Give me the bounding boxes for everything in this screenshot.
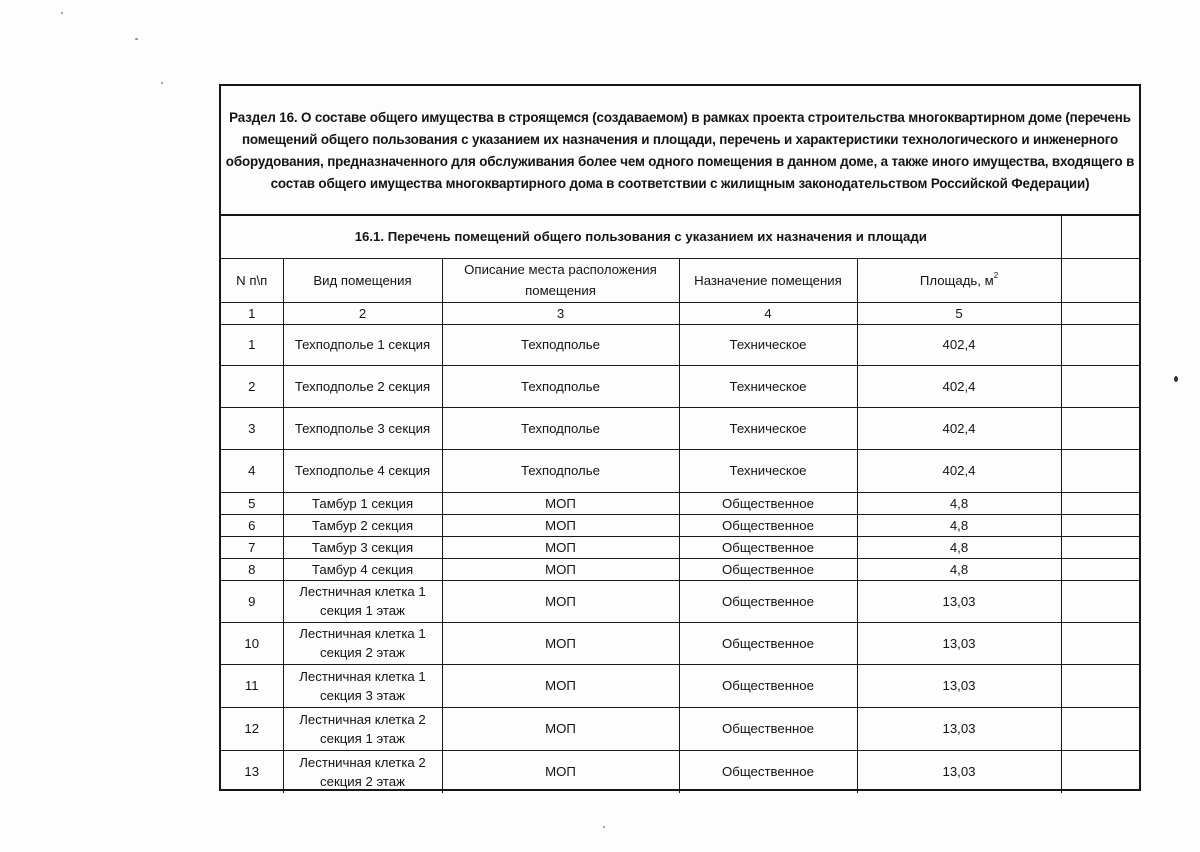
- room-type: Техподполье 2 секция: [283, 365, 442, 407]
- room-purpose: Общественное: [679, 750, 857, 793]
- area-unit-superscript: 2: [993, 271, 999, 281]
- empty-cell: [1061, 216, 1139, 258]
- room-area: 13,03: [857, 622, 1061, 664]
- empty-cell: [1061, 514, 1139, 536]
- row-number: 10: [221, 622, 283, 664]
- empty-cell: [1061, 324, 1139, 365]
- room-type: Техподполье 1 секция: [283, 324, 442, 365]
- location-description: МОП: [442, 664, 679, 707]
- location-description: МОП: [442, 492, 679, 514]
- room-type: Тамбур 4 секция: [283, 558, 442, 580]
- room-area: 13,03: [857, 707, 1061, 750]
- location-description: МОП: [442, 707, 679, 750]
- room-purpose: Общественное: [679, 558, 857, 580]
- room-purpose: Общественное: [679, 536, 857, 558]
- row-number: 11: [221, 664, 283, 707]
- column-header-location: Описание места расположения помещения: [442, 258, 679, 302]
- column-header-area: [857, 258, 1061, 302]
- row-number: 1: [221, 324, 283, 365]
- column-number-row: [221, 302, 1139, 324]
- column-header-purpose: Назначение помещения: [679, 258, 857, 302]
- room-area: 13,03: [857, 580, 1061, 622]
- room-purpose: Общественное: [679, 622, 857, 664]
- empty-cell: [1061, 302, 1139, 324]
- room-area: 4,8: [857, 558, 1061, 580]
- scan-speck: [603, 826, 605, 828]
- empty-cell: [1061, 407, 1139, 449]
- location-description: Техподполье: [442, 407, 679, 449]
- table-row: [221, 536, 1139, 558]
- room-area: 4,8: [857, 514, 1061, 536]
- room-type: Тамбур 3 секция: [283, 536, 442, 558]
- column-number: 2: [283, 302, 442, 324]
- empty-cell: [1061, 622, 1139, 664]
- room-purpose: Общественное: [679, 580, 857, 622]
- room-purpose: Общественное: [679, 514, 857, 536]
- room-area: 402,4: [857, 407, 1061, 449]
- table-row: [221, 707, 1139, 750]
- table-row: [221, 365, 1139, 407]
- location-description: МОП: [442, 580, 679, 622]
- column-number: 3: [442, 302, 679, 324]
- room-area: 402,4: [857, 449, 1061, 492]
- empty-cell: [1061, 558, 1139, 580]
- row-number: 4: [221, 449, 283, 492]
- row-number: 3: [221, 407, 283, 449]
- scan-speck: [1174, 376, 1178, 382]
- table-row: [221, 492, 1139, 514]
- location-description: МОП: [442, 750, 679, 793]
- room-purpose: Техническое: [679, 407, 857, 449]
- location-description: Техподполье: [442, 365, 679, 407]
- empty-cell: [1061, 707, 1139, 750]
- table-row: [221, 750, 1139, 793]
- room-purpose: Общественное: [679, 664, 857, 707]
- column-number: 1: [221, 302, 283, 324]
- scan-speck: [161, 82, 163, 84]
- common-premises-table: [221, 216, 1139, 793]
- table-row: [221, 664, 1139, 707]
- location-description: МОП: [442, 514, 679, 536]
- room-area: 4,8: [857, 536, 1061, 558]
- empty-cell: [1061, 449, 1139, 492]
- room-area: 402,4: [857, 365, 1061, 407]
- area-label: Площадь, м: [919, 272, 994, 288]
- empty-cell: [1061, 664, 1139, 707]
- room-area: 13,03: [857, 664, 1061, 707]
- column-header-number: N п\п: [221, 258, 283, 302]
- empty-cell: [1061, 258, 1139, 302]
- row-number: 8: [221, 558, 283, 580]
- room-purpose: Техническое: [679, 449, 857, 492]
- document-frame: [219, 84, 1141, 791]
- room-purpose: Общественное: [679, 492, 857, 514]
- table-row: [221, 449, 1139, 492]
- row-number: 13: [221, 750, 283, 793]
- empty-cell: [1061, 580, 1139, 622]
- row-number: 12: [221, 707, 283, 750]
- subsection-title: 16.1. Перечень помещений общего пользования с указанием их назначения и площади: [221, 216, 1061, 258]
- room-purpose: Общественное: [679, 707, 857, 750]
- room-area: 13,03: [857, 750, 1061, 793]
- room-type: Лестничная клетка 2 секция 2 этаж: [283, 750, 442, 793]
- row-number: 2: [221, 365, 283, 407]
- location-description: МОП: [442, 536, 679, 558]
- table-row: [221, 558, 1139, 580]
- location-description: Техподполье: [442, 449, 679, 492]
- row-number: 9: [221, 580, 283, 622]
- room-area: 402,4: [857, 324, 1061, 365]
- scan-speck: [135, 38, 138, 40]
- section-title: Раздел 16. О составе общего имущества в строящемся (создаваемом) в рамках проекта строительства многоквартирном доме (перечень помещений общего пользования с указанием их назначения и площади, перечень и характеристики технологического и инженерного оборудования, предназначенного для обслуживания более чем одного помещения в данном доме, а также иного имущества, входящего в состав общего имущества многоквартирного дома в соответствии с жилищным законодательством Российской Федерации): [221, 86, 1139, 216]
- row-number: 5: [221, 492, 283, 514]
- room-purpose: Техническое: [679, 365, 857, 407]
- room-type: Лестничная клетка 1 секция 1 этаж: [283, 580, 442, 622]
- room-type: Техподполье 4 секция: [283, 449, 442, 492]
- table-row: [221, 407, 1139, 449]
- empty-cell: [1061, 365, 1139, 407]
- room-type: Тамбур 1 секция: [283, 492, 442, 514]
- row-number: 6: [221, 514, 283, 536]
- location-description: МОП: [442, 558, 679, 580]
- column-header-room-type: Вид помещения: [283, 258, 442, 302]
- room-area: 4,8: [857, 492, 1061, 514]
- location-description: МОП: [442, 622, 679, 664]
- table-row: [221, 324, 1139, 365]
- empty-cell: [1061, 750, 1139, 793]
- row-number: 7: [221, 536, 283, 558]
- empty-cell: [1061, 536, 1139, 558]
- column-number: 5: [857, 302, 1061, 324]
- table-row: [221, 514, 1139, 536]
- location-description: Техподполье: [442, 324, 679, 365]
- room-type: Лестничная клетка 2 секция 1 этаж: [283, 707, 442, 750]
- table-row: [221, 580, 1139, 622]
- room-purpose: Техническое: [679, 324, 857, 365]
- empty-cell: [1061, 492, 1139, 514]
- room-type: Техподполье 3 секция: [283, 407, 442, 449]
- table-row: [221, 622, 1139, 664]
- room-type: Тамбур 2 секция: [283, 514, 442, 536]
- column-number: 4: [679, 302, 857, 324]
- subsection-title-row: [221, 216, 1139, 258]
- room-type: Лестничная клетка 1 секция 3 этаж: [283, 664, 442, 707]
- room-type: Лестничная клетка 1 секция 2 этаж: [283, 622, 442, 664]
- header-row: [221, 258, 1139, 302]
- scan-speck: [61, 12, 63, 14]
